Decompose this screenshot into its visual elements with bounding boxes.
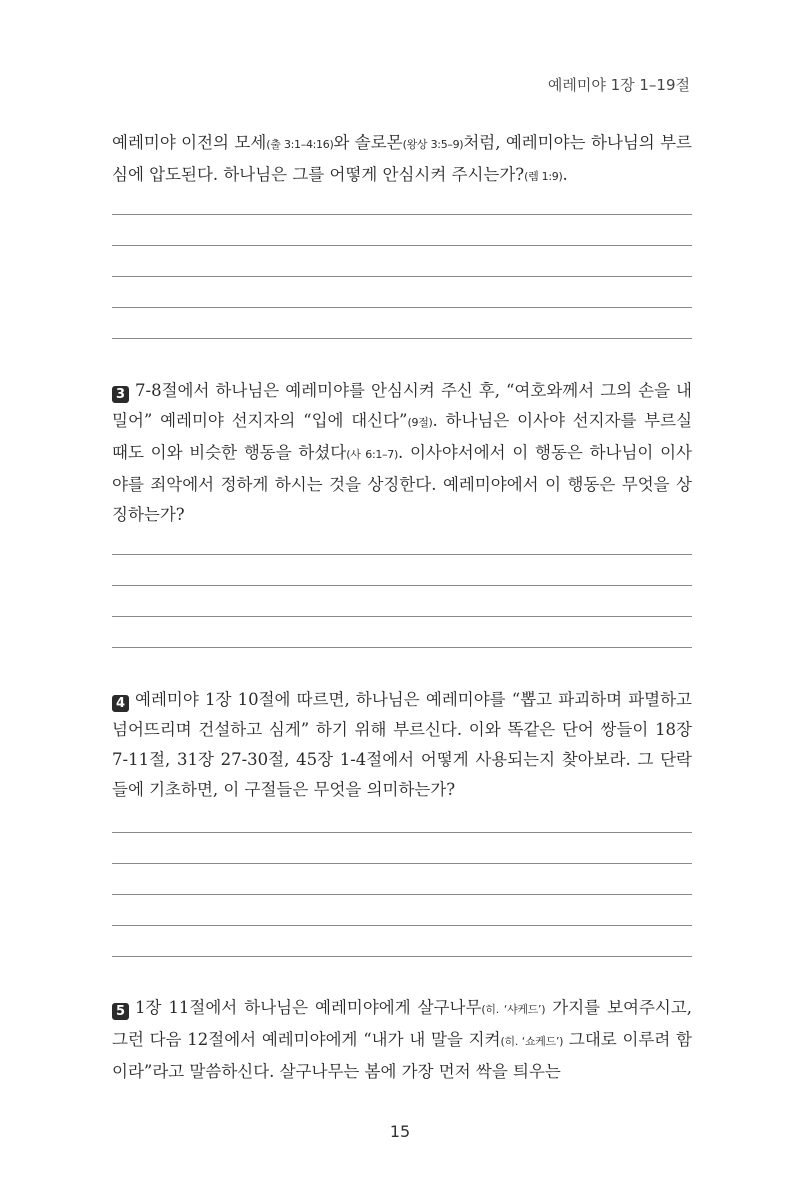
text-run: 와 솔로몬 bbox=[333, 133, 403, 152]
scripture-ref: (9절) bbox=[407, 416, 433, 429]
scripture-ref: (히. ‘샤케드’) bbox=[481, 1003, 546, 1016]
question-4-text bbox=[112, 685, 692, 805]
answer-line[interactable] bbox=[112, 956, 692, 957]
question-3 bbox=[112, 376, 692, 530]
text-run: 예레미야 1장 10절에 따르면, 하나님은 예레미야를 “뽑고 파괴하며 파멸하고 넘어뜨리며 건설하고 심게” 하기 위해 부르신다. 이와 똑같은 단어 쌍들이 18장 7-11절, 31장 27-30절, 45장 1-4절에서 어떻게 사용되는지 찾아보라. 그 단락들에 기초하면, 이 구절들은 무엇을 의미하는가? bbox=[112, 690, 692, 799]
answer-lines-2 bbox=[112, 214, 692, 369]
question-number-badge: 4 bbox=[112, 695, 129, 712]
text-run: 1장 11절에서 하나님은 예레미야에게 살구나무 bbox=[135, 998, 482, 1017]
running-head: 예레미야 1장 1–19절 bbox=[547, 76, 690, 94]
answer-line[interactable] bbox=[112, 307, 692, 308]
question-2-text bbox=[112, 128, 692, 192]
text-run: . 하나님은 이사야 선지자를 부르실 때도 이와 비슷한 행동을 하셨다 bbox=[112, 411, 693, 462]
question-number-badge: 5 bbox=[112, 1003, 129, 1020]
answer-line[interactable] bbox=[112, 276, 692, 277]
question-5-text bbox=[112, 993, 692, 1087]
text-run: 처럼, 예레미야는 하나님의 부르심에 압도된다. 하나님은 그를 어떻게 안심시켜 주시는가? bbox=[112, 133, 692, 184]
answer-line[interactable] bbox=[112, 925, 692, 926]
answer-line[interactable] bbox=[112, 245, 692, 246]
scripture-ref: (히. ‘쇼케드’) bbox=[500, 1035, 564, 1048]
text-run: 7-8절에서 하나님은 예레미야를 안심시켜 주신 후, “여호와께서 그의 손을 내밀어” 예레미야 선지자의 “입에 대신다” bbox=[112, 381, 692, 430]
answer-line[interactable] bbox=[112, 554, 692, 555]
answer-line[interactable] bbox=[112, 832, 692, 833]
question-4 bbox=[112, 685, 692, 805]
answer-lines-4 bbox=[112, 832, 692, 987]
question-5 bbox=[112, 993, 692, 1087]
scripture-ref: (왕상 3:5–9) bbox=[402, 138, 464, 151]
scripture-ref: (렘 1:9) bbox=[524, 170, 563, 183]
scripture-ref: (사 6:1–7) bbox=[346, 448, 398, 461]
answer-line[interactable] bbox=[112, 214, 692, 215]
answer-line[interactable] bbox=[112, 647, 692, 648]
text-run: 예레미야 이전의 모세 bbox=[112, 133, 267, 152]
answer-line[interactable] bbox=[112, 863, 692, 864]
text-run: . 이사야서에서 이 행동은 하나님이 이사야를 죄악에서 정하게 하시는 것을 상징한다. 예레미야에서 이 행동은 무엇을 상징하는가? bbox=[112, 443, 692, 524]
answer-line[interactable] bbox=[112, 616, 692, 617]
question-number-badge: 3 bbox=[112, 386, 129, 403]
scripture-ref: (출 3:1–4:16) bbox=[266, 138, 334, 151]
page-number: 15 bbox=[389, 1122, 411, 1141]
question-2 bbox=[112, 128, 692, 192]
question-3-text bbox=[112, 376, 692, 530]
text-run: 가지를 보여주시고, 그런 다음 12절에서 예레미야에게 “내가 내 말을 지켜 bbox=[112, 998, 693, 1049]
text-run: . bbox=[562, 165, 568, 184]
text-run: 그대로 이루려 함이라”라고 말씀하신다. 살구나무는 봄에 가장 먼저 싹을 틔우는 bbox=[112, 1030, 692, 1081]
answer-line[interactable] bbox=[112, 338, 692, 339]
answer-line[interactable] bbox=[112, 894, 692, 895]
answer-lines-3 bbox=[112, 554, 692, 678]
answer-line[interactable] bbox=[112, 585, 692, 586]
